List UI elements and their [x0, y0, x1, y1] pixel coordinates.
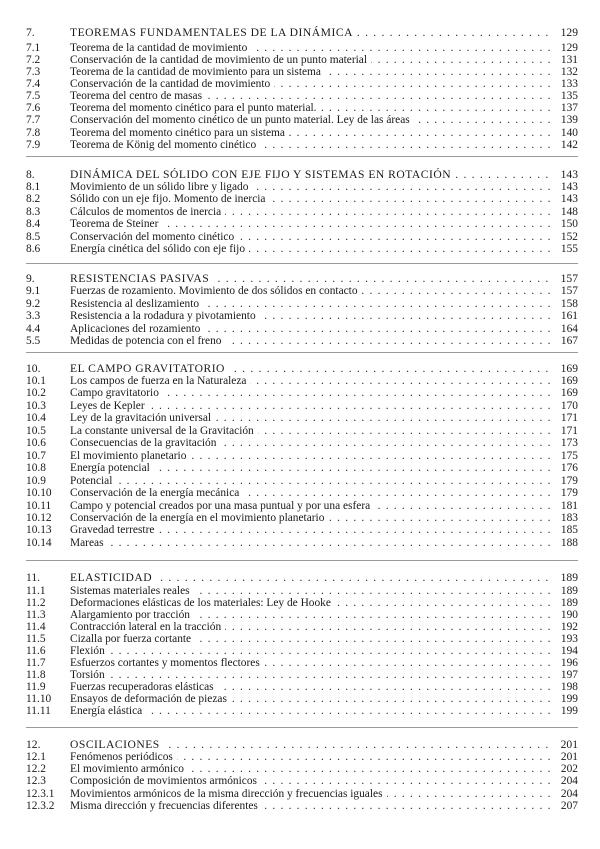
entry-page-number: 189 [560, 596, 578, 609]
entry-page-number: 189 [560, 584, 578, 597]
toc-entry[interactable] [26, 475, 578, 488]
toc-entry[interactable] [26, 66, 578, 79]
entry-number: 12.3.1 [26, 787, 55, 800]
entry-number: 10.9 [26, 474, 46, 487]
toc-entry[interactable] [26, 487, 578, 500]
toc-entry[interactable] [26, 657, 578, 670]
entry-number: 11.1 [26, 584, 46, 597]
entry-page-number: 199 [560, 692, 578, 705]
leader-dots [70, 285, 554, 298]
entry-title: Composición de movimientos armónicos [70, 775, 261, 787]
entry-number: 9.2 [26, 297, 41, 310]
entry-title: Sistemas materiales reales [70, 585, 194, 597]
entry-page-number: 131 [560, 53, 578, 66]
entry-page-number: 161 [560, 310, 578, 323]
leader-dots [70, 585, 554, 598]
entry-title: Esfuerzos cortantes y momentos flectores [70, 657, 264, 669]
entry-page-number: 142 [560, 138, 578, 151]
leader-dots [70, 272, 554, 285]
leader-dots [70, 323, 554, 336]
entry-number: 10.13 [26, 524, 52, 537]
leader-dots [70, 102, 554, 115]
toc-entry[interactable] [26, 585, 578, 598]
toc-entry[interactable] [26, 450, 578, 463]
toc-entry[interactable] [26, 800, 578, 813]
entry-title: Gravedad terrestre [70, 524, 158, 536]
entry-number: 12.2 [26, 763, 46, 776]
entry-page-number: 169 [560, 375, 578, 387]
entry-page-number: 132 [560, 65, 578, 78]
leader-dots [70, 400, 554, 413]
leader-dots [70, 609, 554, 622]
entry-title: Fenómenos periódicos [70, 751, 177, 763]
chapter-number: 8. [26, 168, 35, 181]
leader-dots [70, 127, 554, 140]
leader-dots [70, 181, 554, 194]
toc-entry[interactable] [26, 751, 578, 764]
leader-dots [70, 66, 554, 79]
entry-number: 3.3 [26, 310, 41, 323]
entry-number: 7.6 [26, 102, 41, 115]
entry-number: 11.4 [26, 620, 46, 633]
leader-dots [70, 437, 554, 450]
leader-dots [70, 42, 554, 55]
entry-page-number: 179 [560, 474, 578, 487]
entry-page-number: 198 [560, 680, 578, 693]
toc-chapter-heading[interactable] [26, 26, 578, 39]
entry-number: 7.5 [26, 90, 41, 103]
leader-dots [70, 54, 554, 67]
entry-title: Alargamiento por tracción [70, 609, 194, 621]
entry-title: Fuerzas de rozamiento. Movimiento de dos sólidos en contacto [70, 285, 362, 297]
toc-entry[interactable] [26, 193, 578, 206]
entry-title: Teorema del momento cinético para un sistema [70, 127, 289, 139]
section-divider [26, 352, 578, 353]
entry-page-number: 179 [560, 487, 578, 500]
chapter-page-number: 189 [560, 571, 578, 584]
leader-dots [70, 168, 554, 181]
section-divider [26, 727, 578, 728]
toc-entry[interactable] [26, 621, 578, 634]
toc-entry[interactable] [26, 54, 578, 67]
entry-title: Fuerzas recuperadoras elásticas [70, 681, 218, 693]
entry-page-number: 148 [560, 205, 578, 218]
toc-entry[interactable] [26, 775, 578, 788]
toc-entry[interactable] [26, 681, 578, 694]
entry-number: 10.3 [26, 399, 46, 412]
entry-number: 5.5 [26, 335, 41, 348]
entry-number: 10.6 [26, 437, 46, 450]
section-divider [26, 156, 578, 157]
chapter-title: EL CAMPO GRAVITATORIO [70, 362, 229, 375]
entry-page-number: 188 [560, 536, 578, 549]
chapter-title: DINÁMICA DEL SÓLIDO CON EJE FIJO Y SISTEMAS EN ROTACIÓN [70, 168, 455, 181]
leader-dots [70, 139, 554, 152]
entry-page-number: 176 [560, 462, 578, 475]
entry-number: 8.3 [26, 205, 41, 218]
chapter-title: OSCILACIONES [70, 738, 164, 751]
entry-title: Teorema del centro de masas [70, 90, 206, 102]
toc-chapter-heading[interactable] [26, 738, 578, 751]
leader-dots [70, 90, 554, 103]
toc-entry[interactable] [26, 243, 578, 256]
entry-number: 11.7 [26, 656, 46, 669]
entry-page-number: 190 [560, 608, 578, 621]
chapter-number: 10. [26, 362, 41, 375]
entry-page-number: 164 [560, 322, 578, 335]
entry-title: La constante universal de la Gravitación [70, 425, 258, 437]
entry-title: Resistencia al deslizamiento [70, 298, 203, 310]
entry-number: 7.7 [26, 114, 41, 127]
toc-entry[interactable] [26, 537, 578, 550]
entry-page-number: 140 [560, 126, 578, 139]
entry-title: Movimientos armónicos de la misma dirección y frecuencias iguales [70, 788, 387, 800]
entry-page-number: 173 [560, 437, 578, 450]
entry-page-number: 169 [560, 387, 578, 400]
toc-chapter-heading[interactable] [26, 362, 578, 375]
entry-page-number: 183 [560, 511, 578, 524]
toc-entry[interactable] [26, 412, 578, 425]
chapter-page-number: 143 [560, 168, 578, 181]
leader-dots [70, 751, 554, 764]
leader-dots [70, 114, 554, 127]
leader-dots [70, 450, 554, 463]
toc-entry[interactable] [26, 597, 578, 610]
toc-entry[interactable] [26, 42, 578, 55]
entry-title: Torsión [70, 669, 109, 681]
leader-dots [70, 475, 554, 488]
toc-entry[interactable] [26, 139, 578, 152]
toc-entry[interactable] [26, 462, 578, 475]
entry-number: 11.10 [26, 692, 52, 705]
leader-dots [70, 763, 554, 776]
section-divider [26, 263, 578, 264]
toc-entry[interactable] [26, 90, 578, 103]
entry-number: 4.4 [26, 322, 41, 335]
entry-title: Resistencia a la rodadura y pivotamiento [70, 310, 260, 322]
leader-dots [70, 537, 554, 550]
entry-title: Teorema de la cantidad de movimiento para un sistema [70, 66, 325, 78]
leader-dots [70, 412, 554, 425]
toc-entry[interactable] [26, 633, 578, 646]
entry-page-number: 193 [560, 632, 578, 645]
entry-title: Sólido con un eje fijo. Momento de inercia [70, 193, 270, 205]
leader-dots [70, 571, 554, 584]
entry-number: 10.4 [26, 412, 46, 425]
leader-dots [70, 788, 554, 801]
entry-title: Misma dirección y frecuencias diferentes [70, 800, 262, 812]
toc-entry[interactable] [26, 335, 578, 348]
entry-number: 8.5 [26, 230, 41, 243]
leader-dots [70, 597, 554, 610]
toc-entry[interactable] [26, 181, 578, 194]
toc-entry[interactable] [26, 669, 578, 682]
toc-entry[interactable] [26, 285, 578, 298]
entry-title: Cálculos de momentos de inercia [70, 206, 225, 218]
entry-page-number: 207 [560, 799, 578, 812]
leader-dots [70, 243, 554, 256]
entry-number: 8.6 [26, 243, 41, 255]
entry-title: Los campos de fuerza en la Naturaleza [70, 375, 250, 387]
toc-entry[interactable] [26, 78, 578, 91]
entry-page-number: 135 [560, 90, 578, 103]
toc-entry[interactable] [26, 400, 578, 413]
leader-dots [70, 362, 554, 375]
entry-title: Potencial [70, 475, 116, 487]
chapter-number: 7. [26, 26, 35, 39]
leader-dots [70, 78, 554, 91]
entry-title: Campo gravitatorio [70, 387, 163, 399]
entry-title: Flexión [70, 645, 109, 657]
chapter-page-number: 129 [560, 26, 578, 39]
entry-page-number: 143 [560, 193, 578, 206]
entry-page-number: 202 [560, 763, 578, 776]
toc-entry[interactable] [26, 425, 578, 438]
entry-number: 11.6 [26, 644, 46, 657]
entry-page-number: 152 [560, 230, 578, 243]
leader-dots [70, 738, 554, 751]
entry-title: Conservación de la energía en el movimiento planetario [70, 512, 328, 524]
entry-title: Energía cinética del sólido con eje fijo [70, 243, 249, 255]
entry-page-number: 199 [560, 705, 578, 717]
toc-entry[interactable] [26, 524, 578, 537]
leader-dots [70, 310, 554, 323]
leader-dots [70, 621, 554, 634]
toc-chapter-heading[interactable] [26, 272, 578, 285]
toc-entry[interactable] [26, 693, 578, 706]
entry-number: 10.7 [26, 449, 46, 462]
toc-entry[interactable] [26, 500, 578, 513]
entry-number: 11.9 [26, 680, 46, 693]
entry-number: 11.3 [26, 608, 46, 621]
entry-page-number: 171 [560, 424, 578, 437]
entry-page-number: 170 [560, 399, 578, 412]
toc-entry[interactable] [26, 114, 578, 127]
entry-number: 10.12 [26, 511, 52, 524]
leader-dots [70, 487, 554, 500]
entry-page-number: 197 [560, 668, 578, 681]
entry-page-number: 185 [560, 524, 578, 537]
entry-title: Conservación de la cantidad de movimiento de un punto material [70, 54, 371, 66]
chapter-page-number: 201 [560, 738, 578, 751]
entry-number: 10.10 [26, 487, 52, 500]
chapter-number: 12. [26, 738, 41, 751]
entry-page-number: 129 [560, 41, 578, 54]
toc-entry[interactable] [26, 102, 578, 115]
toc-entry[interactable] [26, 375, 578, 388]
entry-page-number: 196 [560, 656, 578, 669]
leader-dots [70, 512, 554, 525]
entry-number: 11.5 [26, 632, 46, 645]
leader-dots [70, 681, 554, 694]
entry-page-number: 192 [560, 620, 578, 633]
entry-page-number: 175 [560, 449, 578, 462]
entry-number: 12.3 [26, 775, 46, 788]
entry-number: 10.5 [26, 424, 46, 437]
leader-dots [70, 657, 554, 670]
entry-title: Movimiento de un sólido libre y ligado [70, 181, 252, 193]
leader-dots [70, 375, 554, 388]
entry-title: Teorema de la cantidad de movimiento [70, 42, 251, 54]
leader-dots [70, 524, 554, 537]
leader-dots [70, 775, 554, 788]
toc-entry[interactable] [26, 298, 578, 311]
leader-dots [70, 335, 554, 348]
entry-title: Teorema del momento cinético para el punto material. [70, 102, 321, 114]
entry-page-number: 155 [560, 243, 578, 255]
entry-number: 11.11 [26, 705, 51, 717]
toc-entry[interactable] [26, 437, 578, 450]
toc-entry[interactable] [26, 231, 578, 244]
entry-number: 8.1 [26, 181, 41, 193]
toc-entry[interactable] [26, 512, 578, 525]
leader-dots [70, 800, 554, 813]
entry-title: Leyes de Kepler [70, 400, 149, 412]
toc-entry[interactable] [26, 310, 578, 323]
entry-page-number: 167 [560, 335, 578, 348]
toc-entry[interactable] [26, 645, 578, 658]
toc-entry[interactable] [26, 387, 578, 400]
chapter-page-number: 169 [560, 362, 578, 375]
leader-dots [70, 645, 554, 658]
section-divider [26, 560, 578, 561]
toc-entry[interactable] [26, 705, 578, 718]
leader-dots [70, 500, 554, 513]
toc-chapter-heading[interactable] [26, 168, 578, 181]
toc-entry[interactable] [26, 609, 578, 622]
entry-title: Ley de la gravitación universal [70, 412, 215, 424]
entry-page-number: 201 [560, 751, 578, 763]
leader-dots [70, 387, 554, 400]
entry-number: 8.4 [26, 218, 41, 231]
toc-entry[interactable] [26, 788, 578, 801]
toc-entry[interactable] [26, 323, 578, 336]
entry-title: Consecuencias de la gravitación [70, 437, 220, 449]
entry-title: El movimiento planetario [70, 450, 190, 462]
leader-dots [70, 298, 554, 311]
entry-title: Ensayos de deformación de piezas [70, 693, 231, 705]
entry-page-number: 181 [560, 499, 578, 512]
entry-title: Contracción lateral en la tracción [70, 621, 225, 633]
entry-page-number: 157 [560, 285, 578, 297]
entry-title: Conservación del momento cinético de un punto material. Ley de las áreas [70, 114, 414, 126]
entry-number: 7.2 [26, 53, 41, 66]
leader-dots [70, 705, 554, 718]
leader-dots [70, 669, 554, 682]
leader-dots [70, 231, 554, 244]
chapter-number: 9. [26, 272, 35, 285]
toc-chapter-heading[interactable] [26, 571, 578, 584]
entry-title: Teorema de Steiner [70, 218, 162, 230]
leader-dots [70, 693, 554, 706]
entry-page-number: 158 [560, 297, 578, 310]
entry-title: Aplicaciones del rozamiento [70, 323, 204, 335]
entry-page-number: 194 [560, 644, 578, 657]
leader-dots [70, 218, 554, 231]
entry-number: 10.11 [26, 499, 52, 512]
chapter-title: TEOREMAS FUNDAMENTALES DE LA DINÁMICA [70, 26, 357, 39]
leader-dots [70, 425, 554, 438]
entry-number: 7.9 [26, 138, 41, 151]
entry-number: 10.2 [26, 387, 46, 400]
leader-dots [70, 633, 554, 646]
entry-number: 7.1 [26, 41, 41, 54]
chapter-title: RESISTENCIAS PASIVAS [70, 272, 213, 285]
entry-page-number: 143 [560, 181, 578, 193]
entry-page-number: 204 [560, 775, 578, 788]
entry-number: 7.8 [26, 126, 41, 139]
chapter-page-number: 157 [560, 272, 578, 285]
entry-number: 8.2 [26, 193, 41, 206]
entry-title: Conservación de la energía mecánica [70, 487, 243, 499]
toc-entry[interactable] [26, 206, 578, 219]
entry-number: 12.3.2 [26, 799, 55, 812]
entry-number: 10.14 [26, 536, 52, 549]
entry-number: 12.1 [26, 751, 46, 763]
entry-title: Cizalla por fuerza cortante [70, 633, 195, 645]
toc-entry[interactable] [26, 218, 578, 231]
entry-title: Teorema de König del momento cinético [70, 139, 260, 151]
entry-title: Deformaciones elásticas de los materiales: Ley de Hooke [70, 597, 335, 609]
entry-number: 11.8 [26, 668, 46, 681]
entry-title: Campo y potencial creados por una masa puntual y por una esfera [70, 500, 374, 512]
entry-number: 7.3 [26, 65, 41, 78]
entry-page-number: 171 [560, 412, 578, 425]
toc-entry[interactable] [26, 763, 578, 776]
leader-dots [70, 193, 554, 206]
entry-title: Energía elástica [70, 705, 146, 717]
entry-page-number: 137 [560, 102, 578, 115]
entry-page-number: 150 [560, 218, 578, 231]
entry-page-number: 139 [560, 114, 578, 127]
chapter-number: 11. [26, 571, 41, 584]
entry-page-number: 204 [560, 787, 578, 800]
entry-number: 10.1 [26, 375, 46, 387]
entry-title: Medidas de potencia con el freno [70, 335, 226, 347]
entry-title: Conservación de la cantidad de movimiento [70, 78, 274, 90]
entry-title: Conservación del momento cinético [70, 231, 238, 243]
entry-number: 7.4 [26, 77, 41, 90]
toc-entry[interactable] [26, 127, 578, 140]
entry-number: 10.8 [26, 462, 46, 475]
leader-dots [70, 26, 554, 39]
entry-title: Energía potencial [70, 462, 154, 474]
entry-title: Mareas [70, 537, 108, 549]
leader-dots [70, 206, 554, 219]
chapter-title: ELASTICIDAD [70, 571, 156, 584]
entry-page-number: 133 [560, 77, 578, 90]
leader-dots [70, 462, 554, 475]
entry-number: 9.1 [26, 285, 41, 297]
entry-number: 11.2 [26, 596, 46, 609]
entry-title: El movimiento armónico [70, 763, 188, 775]
